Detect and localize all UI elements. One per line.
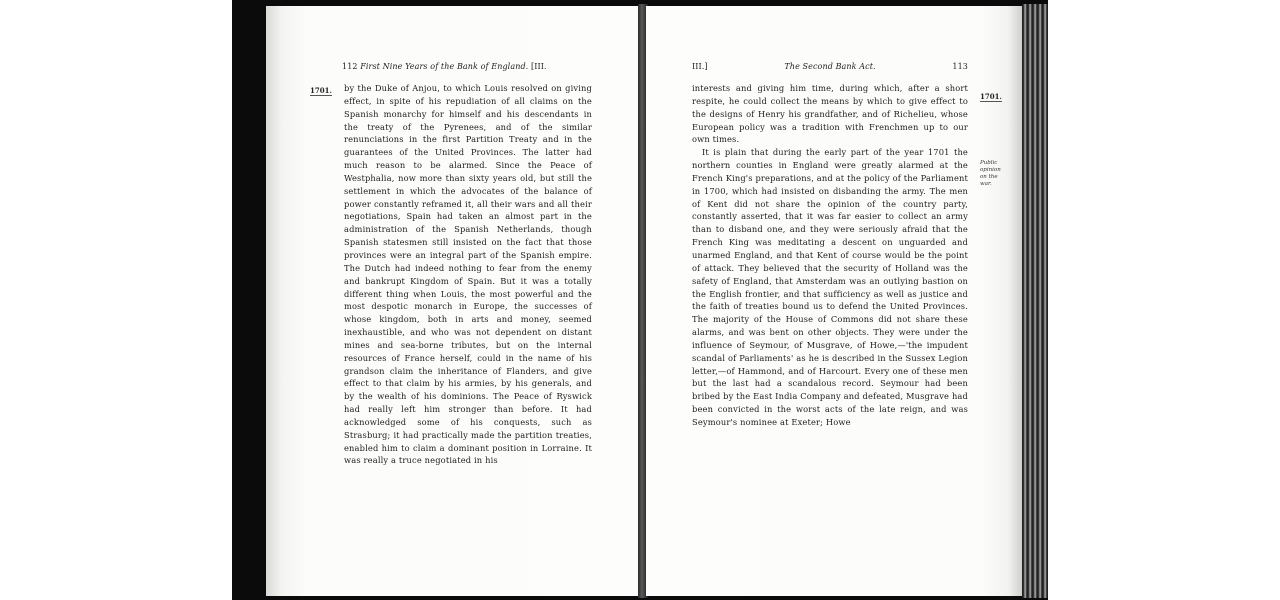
right-paragraph-2: It is plain that during the early part of the year 1701 the northern counties in England were greatly alarmed at the French King's preparations, and at the policy of the Parliament in 1700, which had insisted on disbanding the army. The men of Kent did not share the opinion of the country party, constantly asserted, that it was far easier to collect an army than to disband one, and they were seriously afraid that the French King was meditating a descent on unguarded and unarmed England, and that Kent of course would be the point of attack. They believed that the security of Holland was the safety of England, that Amsterdam was an outlying bastion on the English frontier, and that sufficiency as well as justice and the faith of treaties bound us to defend the United Provinces. The majority of the House of Commons did not share these alarms, and was bent on other objects. They were under the influence of Seymour, of Musgrave, of Howe,—'the impudent scandal of Parliaments' as he is described in the Sussex Legion letter,—of Hammond, and of Harcourt. Every one of these men but the last had a scandalous record. Seymour had been bribed by the East India Company and defeated, Musgrave had been convicted in the worst acts of the late reign, and was Seymour's nominee at Exeter; Howe (692, 147, 968, 427)
right-page (646, 6, 1022, 596)
right-side-note: Public opinion on the war. (980, 160, 1001, 187)
right-running-title: The Second Bank Act. (784, 62, 876, 71)
left-running-head (342, 62, 547, 71)
right-page-number: 113 (952, 62, 968, 71)
right-chapter-mark: III.] (692, 62, 708, 71)
left-page (266, 6, 640, 596)
left-paragraph-1: by the Duke of Anjou, to which Louis resolved on giving effect, in spite of his repudiation of all claims on the Spanish monarchy for himself and his descendants in the treaty of the Pyrenees, and of the similar renunciations in the first Partition Treaty and in the guarantees of the United Provinces. The latter had much reason to be alarmed. Since the Peace of Westphalia, now more than sixty years old, but still the settlement in which the advocates of the balance of power constantly reframed it, all their wars and all their negotiations, Spain had taken an almost part in the administration of the Spanish Netherlands, though Spanish statesmen still insisted on the fact that those provinces were an integral part of the Spanish empire. The Dutch had indeed nothing to fear from the enemy and bankrupt Kingdom of Spain. But it was a totally different thing when Louis, the most powerful and the most despotic monarch in Europe, the successes of whose kingdom, both in arts and money, seemed inexhaustible, and who was not dependent on distant mines and sea-borne tributes, but on the internal resources of France herself, could in the name of his grandson claim the inheritance of Flanders, and give effect to that claim by his armies, by his generals, and by the wealth of his dominions. The Peace of Ryswick had really left him stronger than before. It had acknowledged some of his conquests, such as Strasburg; it had practically made the partition treaties, enabled him to claim a dominant position in Lorraine. It was really a truce negotiated in his (344, 83, 592, 466)
left-margin-date: 1701. (310, 86, 332, 95)
page-edges (1022, 4, 1048, 598)
book-scan (232, 0, 1048, 600)
right-margin-date: 1701. (980, 92, 1002, 101)
left-running-title: First Nine Years of the Bank of England. (360, 62, 529, 71)
right-running-head (692, 62, 968, 71)
left-page-body (344, 82, 592, 467)
left-chapter-mark: [III. (530, 62, 547, 71)
right-paragraph-1: interests and giving him time, during which, after a short respite, he could collect the means by which to give effect to the designs of Henry his grandfather, and of Richelieu, whose European policy was a tradition with Frenchmen up to our own times. (692, 83, 968, 145)
left-page-number: 112 (342, 62, 358, 71)
right-page-body (692, 82, 968, 429)
